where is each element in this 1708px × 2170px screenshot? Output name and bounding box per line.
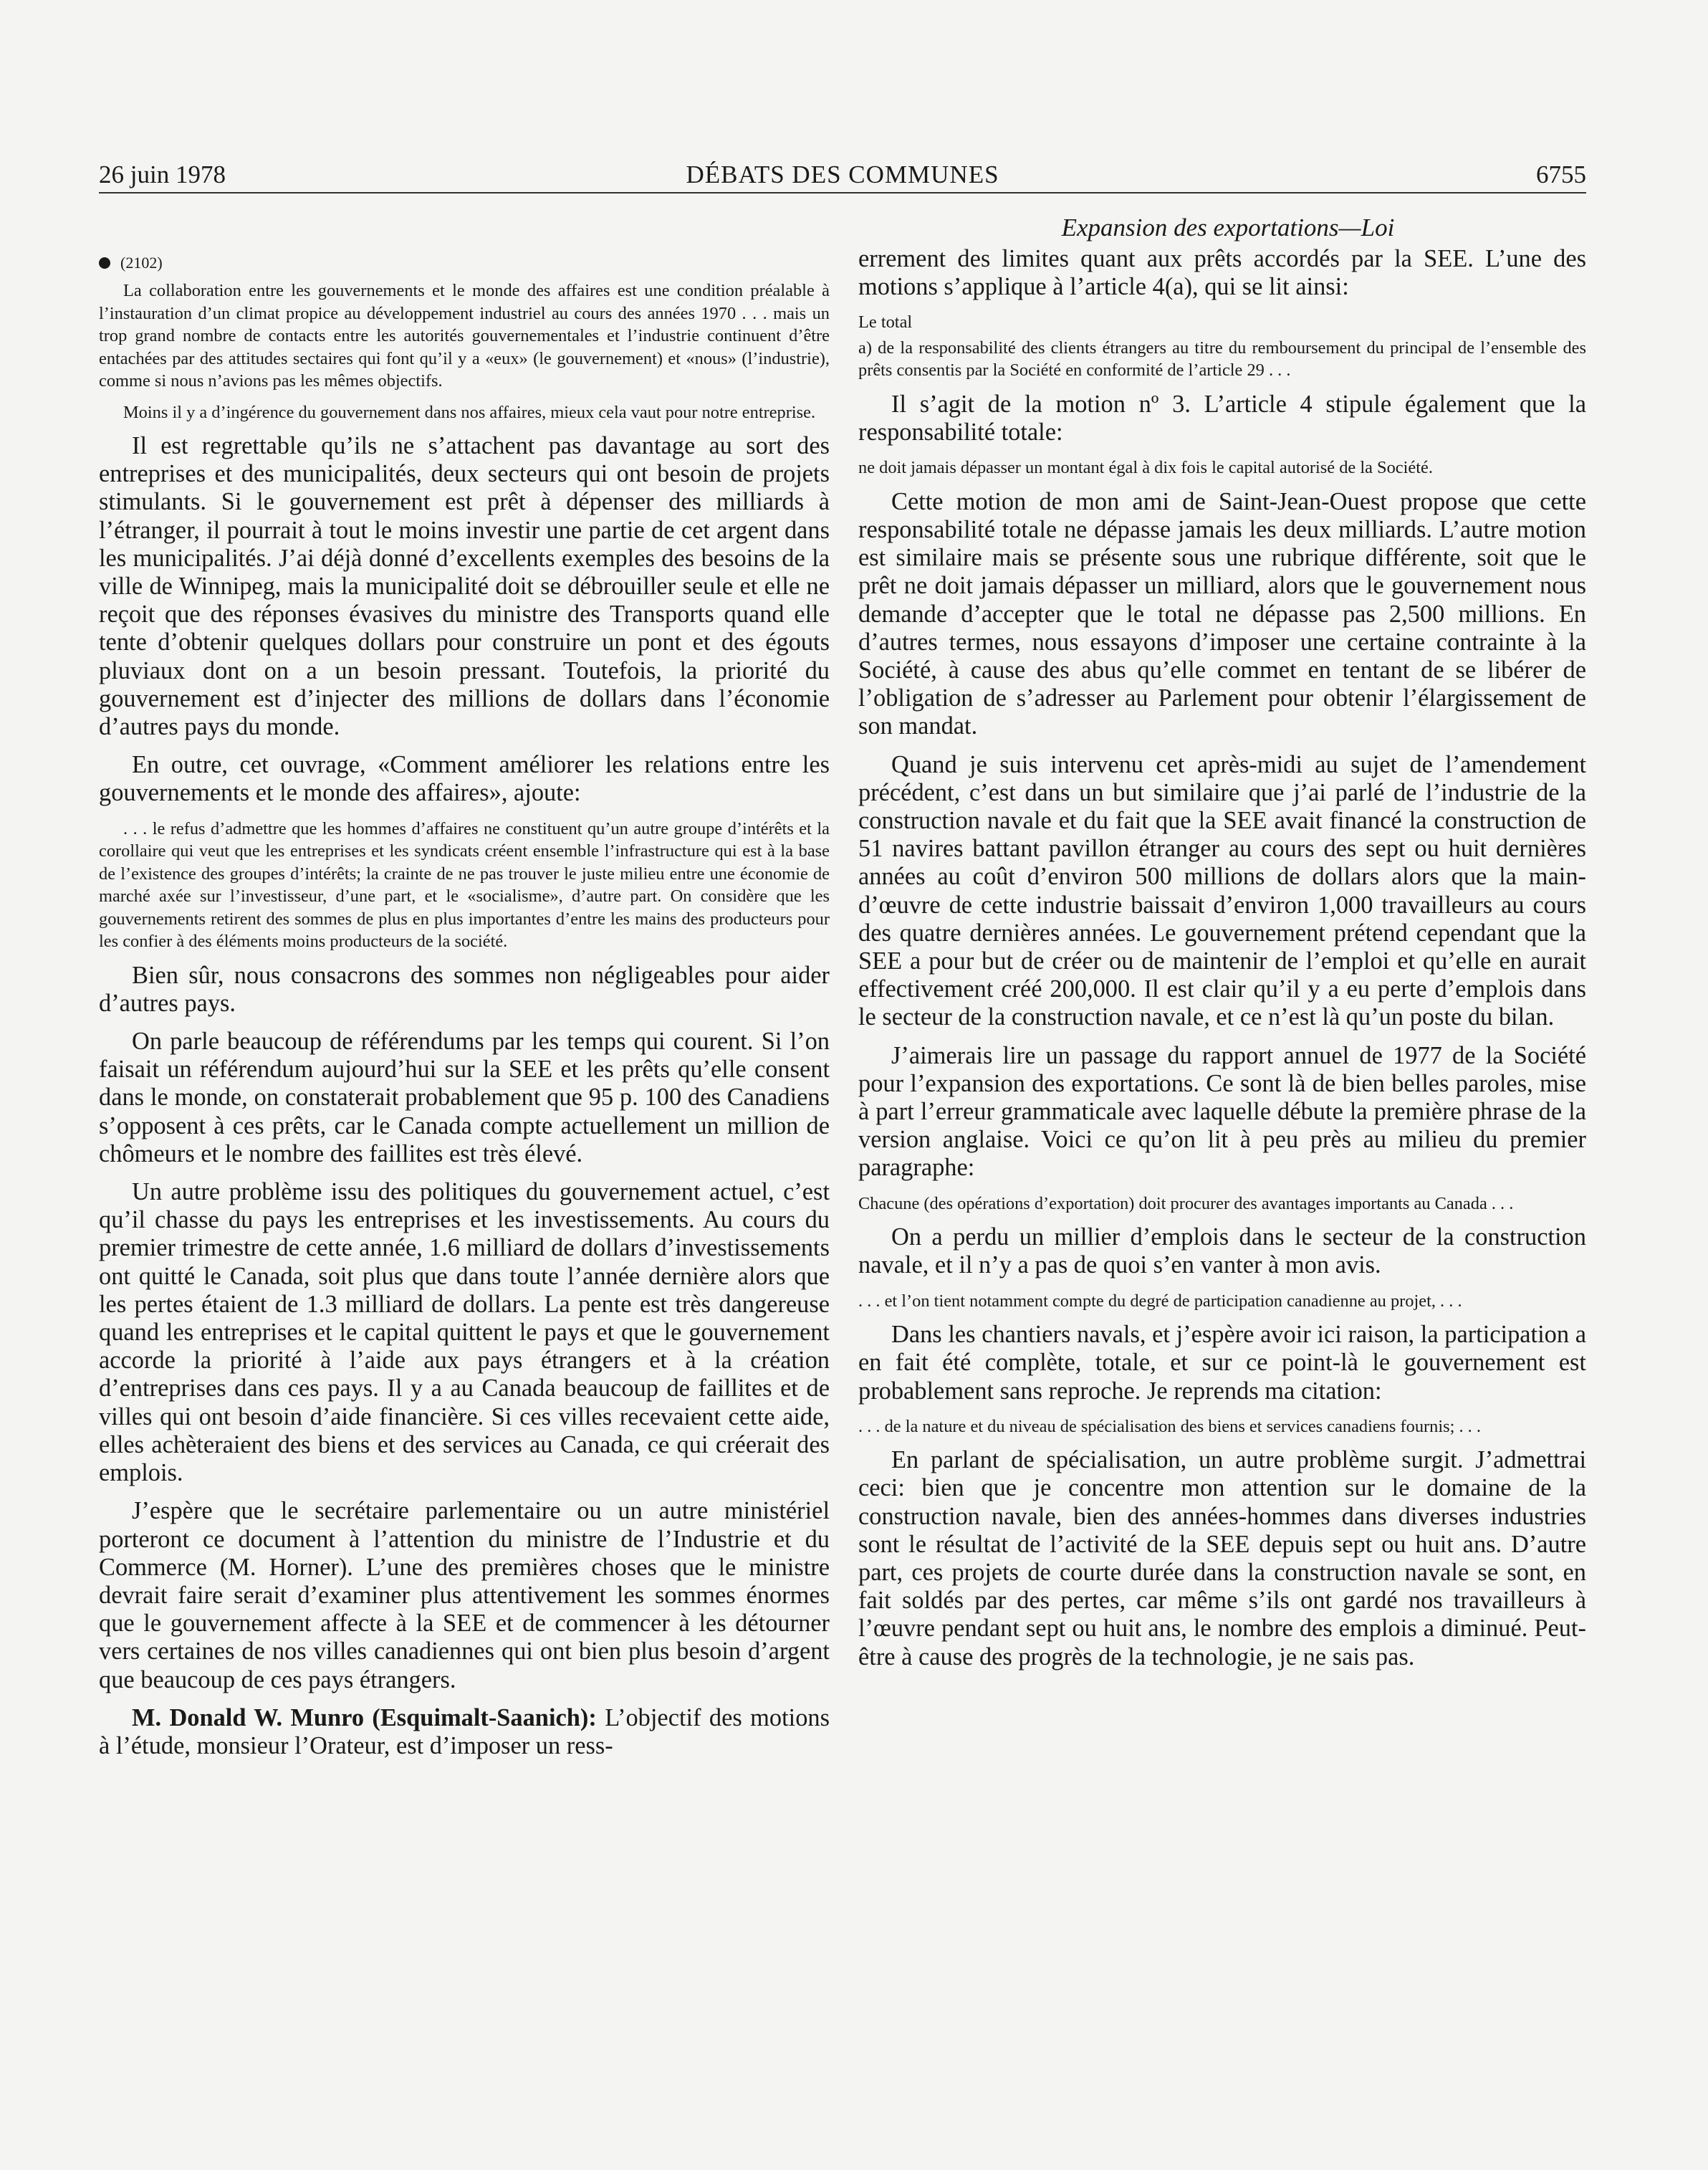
quote-paragraph: . . . le refus d’admettre que les hommes d’affaires ne constituent qu’un autre groupe d’intérêts et la corollaire qui veut que les entreprises et les syndicats créent ensemble l’infrastructure qui est à la base de l’existence des groupes d’intérêts; la crainte de ne pas trouver le juste milieu entre une économie de marché axée sur l’investisseur, d’une part, et le «socialisme», d’autre part. On considère que les gouvernements retirent des sommes de plus en plus importantes d’entre les mains des producteurs pour les confier à des éléments moins producteurs de la société. bbox=[99, 818, 830, 952]
body-paragraph: Dans les chantiers navals, et j’espère avoir ici raison, la participation a en fait été complète, totale, et sur ce point-là le gouvernement est probablement sans reproche. Je reprends ma citation: bbox=[858, 1321, 1586, 1405]
body-paragraph: On a perdu un millier d’emplois dans le secteur de la construction navale, et il n’y a pas de quoi s’en vanter à mon avis. bbox=[858, 1223, 1586, 1279]
header-rule bbox=[99, 192, 1586, 193]
running-head: Expansion des exportations—Loi bbox=[1061, 214, 1395, 242]
header-title: DÉBATS DES COMMUNES bbox=[686, 161, 999, 188]
page-header bbox=[99, 159, 1586, 191]
header-date: 26 juin 1978 bbox=[99, 161, 226, 188]
timecode-label: (2102) bbox=[120, 254, 163, 272]
quote-paragraph: Moins il y a d’ingérence du gouvernement dans nos affaires, mieux cela vaut pour notre entreprise. bbox=[123, 402, 816, 422]
body-paragraph: Un autre problème issu des politiques du gouvernement actuel, c’est qu’il chasse du pays les entreprises et les investissements. Au cours du premier trimestre de cette année, 1.6 milliard de dollars d’investissements ont quitté le Canada, soit plus que dans toute l’année dernière alors que les pertes étaient de 1.3 milliard de dollars. La pente est très dangereuse quand les entreprises et le capital quittent le pays et que le gouvernement accorde la priorité à l’aide aux pays étrangers et à la création d’entreprises dans ces pays. Il y a au Canada beaucoup de faillites et de villes qui ont besoin d’aide financière. Si ces villes recevaient cette aide, elles achèteraient des biens et des services au Canada, ce qui créerait des emplois. bbox=[99, 1178, 830, 1487]
right-column bbox=[858, 212, 1586, 1681]
left-column bbox=[99, 252, 830, 1770]
quote-paragraph: a) de la responsabilité des clients étrangers au titre du remboursement du principal de l’ensemble des prêts consentis par la Société en conformité de l’article 29 . . . bbox=[858, 338, 1586, 381]
body-paragraph: On parle beaucoup de référendums par les temps qui courent. Si l’on faisait un référendum aujourd’hui sur la SEE et les prêts qu’elle consent dans le monde, on constaterait probablement que 95 p. 100 des Canadiens s’opposent à ces prêts, car le Canada compte actuellement un million de chômeurs et le nombre des faillites est très élevé. bbox=[99, 1028, 830, 1167]
body-paragraph: Bien sûr, nous consacrons des sommes non négligeables pour aider d’autres pays. bbox=[99, 961, 830, 1017]
body-paragraph: J’aimerais lire un passage du rapport annuel de 1977 de la Société pour l’expansion des exportations. Ce sont là de bien belles paroles, mise à part l’erreur grammaticale avec laquelle débute la première phrase de la version anglaise. Voici ce qu’on lit à peu près au milieu du premier paragraphe: bbox=[858, 1041, 1586, 1182]
quote-paragraph: Le total bbox=[858, 312, 913, 333]
quote-paragraph: ne doit jamais dépasser un montant égal à dix fois le capital autorisé de la Société. bbox=[858, 458, 1433, 478]
page-number: 6755 bbox=[1536, 161, 1586, 188]
speech-text: L’objectif des motions à l’étude, monsieur l’Orateur, est d’imposer un ress- bbox=[99, 1703, 830, 1759]
body-paragraph: En parlant de spécialisation, un autre problème surgit. J’admettrai ceci: bien que je concentre mon attention sur le domaine de la construction navale, bien des années-hommes dans diverses industries sont le résultat de l’activité de la SEE depuis sept ou huit ans. D’autre part, ces projets de courte durée dans la construction navale se sont, en fait soldés par des pertes, car même s’ils ont gardé nos travailleurs à l’œuvre pendant sept ou huit ans, le nombre des emplois a diminué. Peut-être à cause des progrès de la technologie, je ne sais pas. bbox=[858, 1446, 1586, 1670]
bullet-dot-icon bbox=[99, 257, 110, 269]
speaker-paragraph bbox=[99, 1704, 830, 1760]
quote-paragraph: . . . de la nature et du niveau de spécialisation des biens et services canadiens fournis; . . . bbox=[858, 1416, 1481, 1436]
timecode bbox=[99, 252, 830, 274]
body-paragraph: Il s’agit de la motion nº 3. L’article 4 stipule également que la responsabilité totale: bbox=[858, 390, 1586, 446]
body-paragraph: errement des limites quant aux prêts accordés par la SEE. L’une des motions s’applique à l’article 4(a), qui se lit ainsi: bbox=[858, 245, 1586, 301]
quote-paragraph: La collaboration entre les gouvernements et le monde des affaires est une condition préalable à l’instauration d’un climat propice au développement industriel au cours des années 1970 . . . mais un trop grand nombre de contacts entre les autorités gouvernementales et l’industrie continuent d’être entachées par des attitudes sectaires qui font qu’il y a «eux» (le gouvernement) et «nous» (l’industrie), comme si nous n’avions pas les mêmes objectifs. bbox=[99, 281, 830, 391]
quote-paragraph: . . . et l’on tient notamment compte du degré de participation canadienne au projet, . . . bbox=[858, 1291, 1462, 1311]
body-paragraph: Cette motion de mon ami de Saint-Jean-Ouest propose que cette responsabilité totale ne dépasse jamais les deux milliards. L’autre motion est similaire mais se présente sous une rubrique différente, soit que le prêt ne doit jamais dépasser un milliard, alors que le gouvernement nous demande d’accepter que le total ne dépasse pas 2,500 millions. En d’autres termes, nous essayons d’imposer une certaine contrainte à la Société, à cause des abus qu’elle commet en tentant de se libérer de l’obligation de s’adresser au Parlement pour obtenir l’élargissement de son mandat. bbox=[858, 487, 1586, 740]
body-paragraph: En outre, cet ouvrage, «Comment améliorer les relations entre les gouvernements et le monde des affaires», ajoute: bbox=[99, 751, 830, 807]
body-paragraph: Quand je suis intervenu cet après-midi au sujet de l’amendement précédent, c’est dans un but similaire que j’ai parlé de l’industrie de la construction navale et du fait que la SEE avait financé la construction de 51 navires battant pavillon étranger au cours des sept ou huit dernières années au coût d’environ 500 millions de dollars alors que la main-d’œuvre de cette industrie baissait d’environ 1,000 travailleurs au cours des quatre dernières années. Le gouvernement prétend cependant que la SEE a pour but de créer ou de maintenir de l’emploi et qu’elle en aurait effectivement créé 200,000. Il est clair qu’il y a eu perte d’emplois dans le secteur de la construction navale, et ce n’est là qu’un poste du bilan. bbox=[858, 750, 1586, 1031]
quote-paragraph: Chacune (des opérations d’exportation) doit procurer des avantages importants au Canada . . . bbox=[858, 1193, 1514, 1213]
body-paragraph: Il est regrettable qu’ils ne s’attachent pas davantage au sort des entreprises et des municipalités, deux secteurs qui ont besoin de projets stimulants. Si le gouvernement est prêt à dépenser des milliards à l’étranger, il pourrait à tout le moins investir une partie de cet argent dans les municipalités. J’ai déjà donné d’excellents exemples des besoins de la ville de Winnipeg, mais la municipalité doit se débrouiller seule et elle ne reçoit que des réponses évasives du ministre des Transports quand elle tente d’obtenir quelques dollars pour construire un pont et des égouts pluviaux dont on a un besoin pressant. Toutefois, la priorité du gouvernement est d’injecter des millions de dollars dans l’économie d’autres pays du monde. bbox=[99, 432, 830, 741]
body-paragraph: J’espère que le secrétaire parlementaire ou un autre ministériel porteront ce document à l’attention du ministre de l’Industrie et du Commerce (M. Horner). L’une des premières choses que le ministre devrait faire serait d’examiner plus attentivement les sommes énormes que le gouvernement affecte à la SEE et de commencer à les détourner vers certaines de nos villes canadiennes qui ont bien plus besoin d’argent que beaucoup de ces pays étrangers. bbox=[99, 1497, 830, 1693]
speaker-name: M. Donald W. Munro (Esquimalt-Saanich): bbox=[132, 1703, 597, 1731]
